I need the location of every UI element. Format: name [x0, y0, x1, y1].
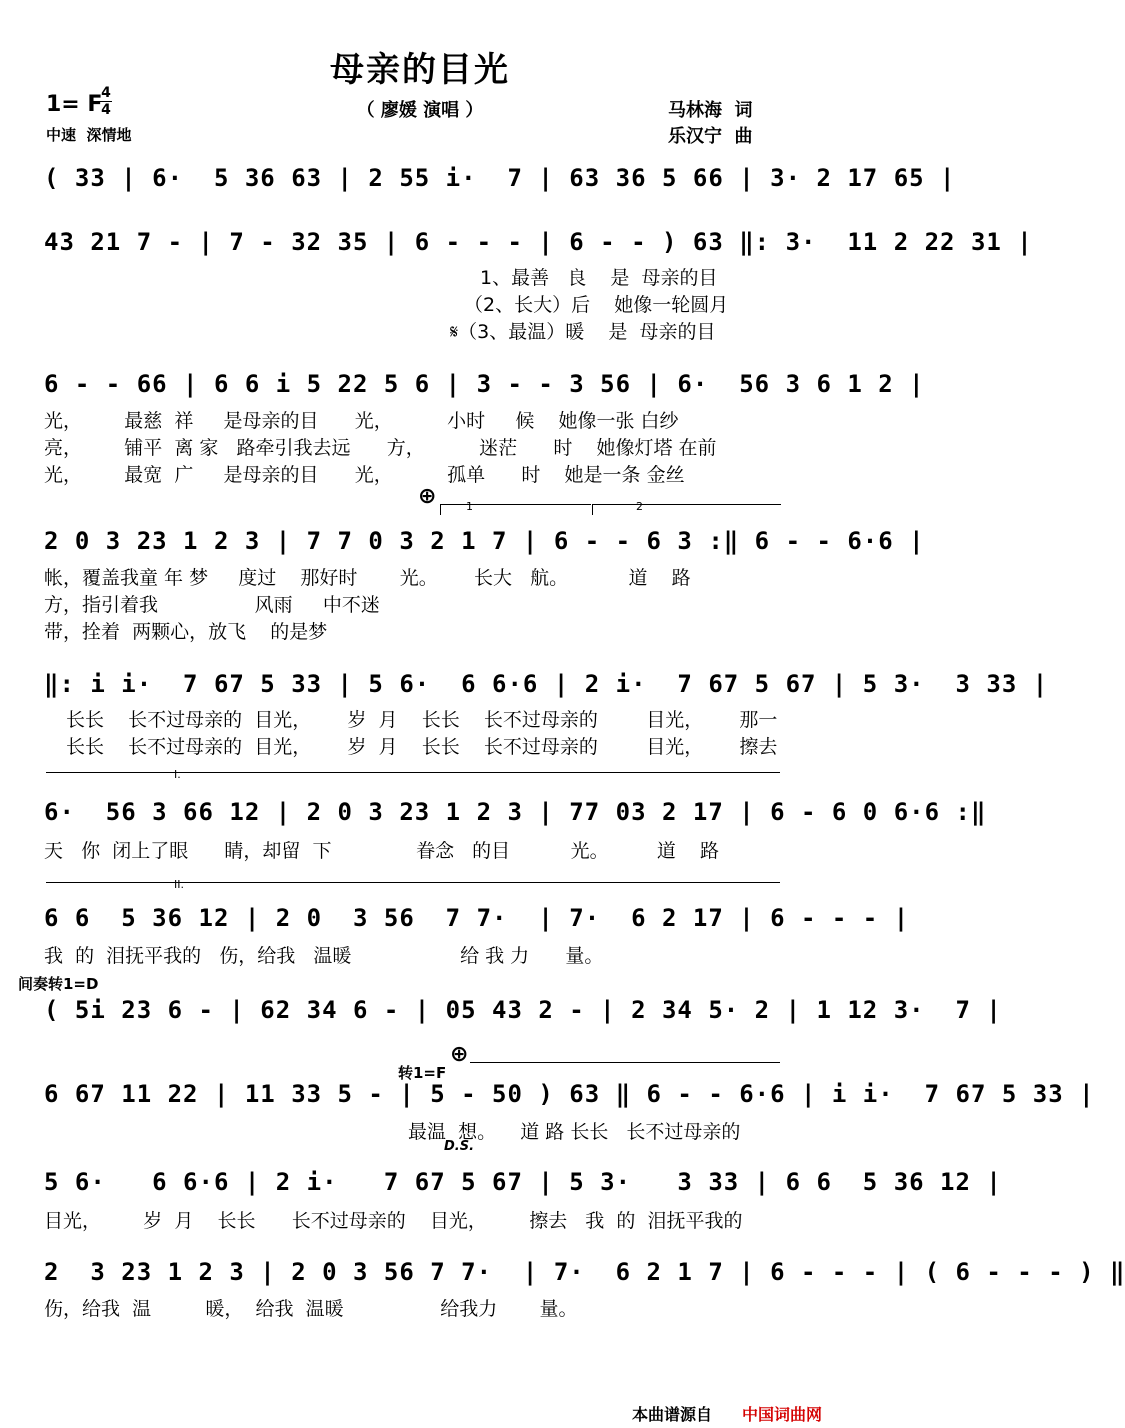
- lyric-row-4-verse-3: 带，拴着 两颗心，放飞 的是梦: [44, 621, 328, 643]
- interlude-marking: 间奏转1=D: [18, 975, 99, 993]
- lyric-row-7-line-1: 我 的 泪抚平我的 伤，给我 温暖 给 我 力 量。: [44, 945, 604, 967]
- lyric-row-4-verse-1: 帐，覆盖我童 年 梦 度过 那好时 光。 长大 航。 道 路: [44, 567, 691, 589]
- time-signature-top: 4: [101, 85, 111, 101]
- lyric-row-3-verse-1: 光， 最慈 祥 是母亲的目 光， 小时 候 她像一张 白纱: [44, 410, 679, 432]
- singer-credit: （ 廖媛 演唱 ）: [356, 100, 484, 121]
- coda-sign-1: ⊕: [418, 484, 437, 509]
- lyric-row-10-line-1: 目光， 岁 月 长长 长不过母亲的 目光， 擦去 我 的 泪抚平我的: [44, 1210, 743, 1232]
- notation-row-5: ‖: i i· 7 67 5 33 | 5 6· 6 6·6 | 2 i· 7 67 5 67 | 5 3· 3 33 |: [44, 670, 1049, 698]
- lyric-row-5-line-1: 长长 长不过母亲的 目光， 岁 月 长长 长不过母亲的 目光， 那一: [66, 709, 778, 731]
- volta-number-2: 2: [636, 500, 643, 513]
- coda-line: [470, 1062, 780, 1073]
- lyric-row-3-verse-3: 光， 最宽 广 是母亲的目 光， 孤单 时 她是一条 金丝: [44, 464, 685, 486]
- notation-row-2: 43 21 7 - | 7 - 32 35 | 6 - - - | 6 - - ) 63 ‖: 3· 11 2 22 31 |: [44, 228, 1033, 256]
- key-signature: 1= F: [46, 92, 103, 117]
- volta-number-i: I.: [174, 768, 181, 781]
- lyric-row-2-verse-3: 𝄋（3、最温）暖 是 母亲的目: [450, 321, 716, 343]
- lyric-row-2-verse-2: （2、长大）后 她像一轮圆月: [464, 294, 729, 316]
- notation-row-10: 5 6· 6 6·6 | 2 i· 7 67 5 67 | 5 3· 3 33 | 6 6 5 36 12 |: [44, 1168, 1002, 1196]
- time-signature-bottom: 4: [101, 102, 111, 118]
- volta-number-ii: II.: [174, 878, 184, 891]
- notation-row-1: ( 33 | 6· 5 36 63 | 2 55 i· 7 | 63 36 5 66 | 3· 2 17 65 |: [44, 164, 956, 192]
- lyricist-credit: 马林海 词: [668, 100, 753, 121]
- volta-bracket-i: [46, 772, 780, 783]
- volta-bracket-1: [440, 504, 591, 515]
- notation-row-8: ( 5i 23 6 - | 62 34 6 - | 05 43 2 - | 2 34 5· 2 | 1 12 3· 7 |: [44, 996, 1002, 1024]
- notation-row-4: 2 0 3 23 1 2 3 | 7 7 0 3 2 1 7 | 6 - - 6 3 :‖ 6 - - 6·6 |: [44, 527, 925, 555]
- coda-sign-2: ⊕: [450, 1042, 469, 1067]
- volta-bracket-ii: [46, 882, 780, 893]
- tempo-marking: 中速 深情地: [46, 126, 132, 144]
- lyric-row-3-verse-2: 亮， 铺平 离 家 路牵引我去远 方， 迷茫 时 她像灯塔 在前: [44, 437, 717, 459]
- notation-row-6: 6· 56 3 66 12 | 2 0 3 23 1 2 3 | 77 03 2 17 | 6 - 6 0 6·6 :‖: [44, 798, 987, 826]
- modulation-marking: 转1=F: [398, 1064, 447, 1082]
- source-site-link[interactable]: 中国词曲网: [742, 1405, 823, 1424]
- lyric-row-4-verse-2: 方，指引着我 风雨 中不迷: [44, 594, 380, 616]
- lyric-row-2-verse-1: 1、最善 良 是 母亲的目: [480, 267, 718, 289]
- composer-credit: 乐汉宁 曲: [668, 126, 753, 147]
- notation-row-3: 6 - - 66 | 6 6 i 5 22 5 6 | 3 - - 3 56 | 6· 56 3 6 1 2 |: [44, 370, 925, 398]
- notation-row-9: 6 67 11 22 | 11 33 5 - | 5 - 50 ) 63 ‖ 6 - - 6·6 | i i· 7 67 5 33 |: [44, 1080, 1095, 1108]
- lyric-row-5-line-2: 长长 长不过母亲的 目光， 岁 月 长长 长不过母亲的 目光， 擦去: [66, 736, 778, 758]
- lyric-row-6-line-1: 天 你 闭上了眼 睛，却留 下 眷念 的目 光。 道 路: [44, 840, 720, 862]
- lyric-row-11-line-1: 伤，给我 温 暖， 给我 温暖 给我力 量。: [44, 1298, 578, 1320]
- lyric-row-9-line-1: 最温 想。 道 路 长长 长不过母亲的: [408, 1121, 741, 1143]
- notation-row-11: 2 3 23 1 2 3 | 2 0 3 56 7 7· | 7· 6 2 1 7 | 6 - - - | ( 6 - - - ) ‖: [44, 1258, 1125, 1286]
- source-label: 本曲谱源自: [632, 1405, 713, 1424]
- page-title: 母亲的目光: [330, 50, 510, 90]
- ds-marking: D.S.: [444, 1139, 475, 1154]
- notation-row-7: 6 6 5 36 12 | 2 0 3 56 7 7· | 7· 6 2 17 | 6 - - - |: [44, 904, 910, 932]
- volta-bracket-2: [592, 504, 781, 515]
- volta-number-1: 1: [466, 500, 473, 513]
